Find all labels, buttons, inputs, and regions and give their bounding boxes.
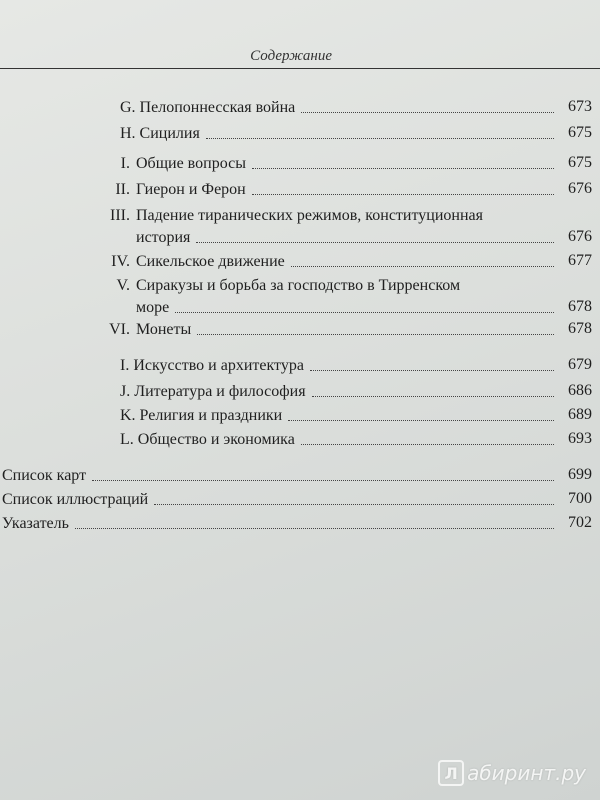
toc-entry-label-line2: история: [136, 229, 191, 246]
toc-entry-l[interactable]: [120, 430, 560, 450]
labirint-logo: [438, 760, 586, 786]
dot-leader: [291, 266, 554, 267]
dot-leader: [252, 194, 554, 195]
toc-entry-number: II.: [115, 181, 130, 198]
toc-entry-index[interactable]: [2, 514, 560, 534]
toc-entry-page: 676: [568, 228, 592, 245]
toc-entry-h6[interactable]: [98, 320, 560, 340]
toc-entry-label-line1: Падение тиранических режимов, конституционная: [136, 207, 483, 224]
toc-entry-page: 678: [568, 320, 592, 337]
toc-entry-label: Список иллюстраций: [2, 491, 149, 508]
toc-entry-label-line1: Сиракузы и борьба за господство в Тирренском: [136, 277, 461, 294]
toc-entry-page: 702: [568, 514, 592, 531]
dot-leader: [312, 396, 554, 397]
toc-entry-label: Список карт: [2, 467, 87, 484]
toc-entry-label: J. Литература и философия: [120, 383, 306, 400]
toc-entry-j[interactable]: [120, 382, 560, 402]
toc-entry-label: Общие вопросы: [136, 155, 246, 172]
toc-entry-i[interactable]: [120, 356, 560, 376]
page-title: Содержание: [250, 48, 332, 64]
toc-entry-h[interactable]: [120, 124, 560, 144]
dot-leader: [301, 112, 554, 113]
toc-entry-label: I. Искусство и архитектура: [120, 357, 304, 374]
toc-entry-label: Указатель: [2, 515, 69, 532]
toc-entry-label-line2: море: [136, 299, 170, 316]
toc-entry-number-and-line1: [98, 276, 460, 296]
toc-entry-maps[interactable]: [2, 466, 560, 486]
toc-entry-h2[interactable]: [98, 180, 560, 200]
toc-entry-number: VI.: [109, 321, 130, 338]
toc-entry-label: L. Общество и экономика: [120, 431, 295, 448]
toc-entry-page: 678: [568, 298, 592, 315]
toc-entry-label: H. Сицилия: [120, 125, 200, 142]
toc-entry-number: IV.: [111, 253, 130, 270]
logo-mark-icon: Л: [438, 760, 464, 786]
toc-entry-line2: [136, 228, 560, 248]
toc-entry-number: I.: [120, 155, 130, 172]
toc-entry-page: 673: [568, 98, 592, 115]
toc-entry-page: 693: [568, 430, 592, 447]
toc-entry-number: III.: [110, 207, 130, 224]
toc-entry-h1[interactable]: [98, 154, 560, 174]
toc-entry-page: 700: [568, 490, 592, 507]
dot-leader: [175, 312, 554, 313]
header-rule: [0, 68, 600, 69]
dot-leader: [252, 168, 554, 169]
toc-entry-label: K. Религия и праздники: [120, 407, 283, 424]
toc-entry-g[interactable]: [120, 98, 560, 118]
toc-entry-page: 677: [568, 252, 592, 269]
toc-entry-illustrations[interactable]: [2, 490, 560, 510]
toc-entry-number-and-line1: [98, 206, 483, 226]
toc-entry-k[interactable]: [120, 406, 560, 426]
toc-entry-page: 676: [568, 180, 592, 197]
logo-text: абиринт.ру: [467, 761, 586, 785]
dot-leader: [310, 370, 554, 371]
dot-leader: [206, 138, 554, 139]
toc-entry-page: 686: [568, 382, 592, 399]
dot-leader: [196, 242, 554, 243]
dot-leader: [75, 528, 554, 529]
toc-entry-page: 699: [568, 466, 592, 483]
toc-entry-number: V.: [116, 277, 130, 294]
toc-entry-page: 689: [568, 406, 592, 423]
dot-leader: [301, 444, 554, 445]
toc-entry-label: Монеты: [136, 321, 192, 338]
toc-entry-label: G. Пелопоннесская война: [120, 99, 296, 116]
toc-entry-h4[interactable]: [98, 252, 560, 272]
dot-leader: [92, 480, 554, 481]
toc-entry-label: Сикельское движение: [136, 253, 285, 270]
dot-leader: [197, 334, 554, 335]
dot-leader: [288, 420, 554, 421]
dot-leader: [154, 504, 554, 505]
toc-entry-page: 679: [568, 356, 592, 373]
toc-entry-page: 675: [568, 154, 592, 171]
toc-entry-label: Гиерон и Ферон: [136, 181, 246, 198]
toc-entry-page: 675: [568, 124, 592, 141]
toc-entry-line2: [136, 298, 560, 318]
